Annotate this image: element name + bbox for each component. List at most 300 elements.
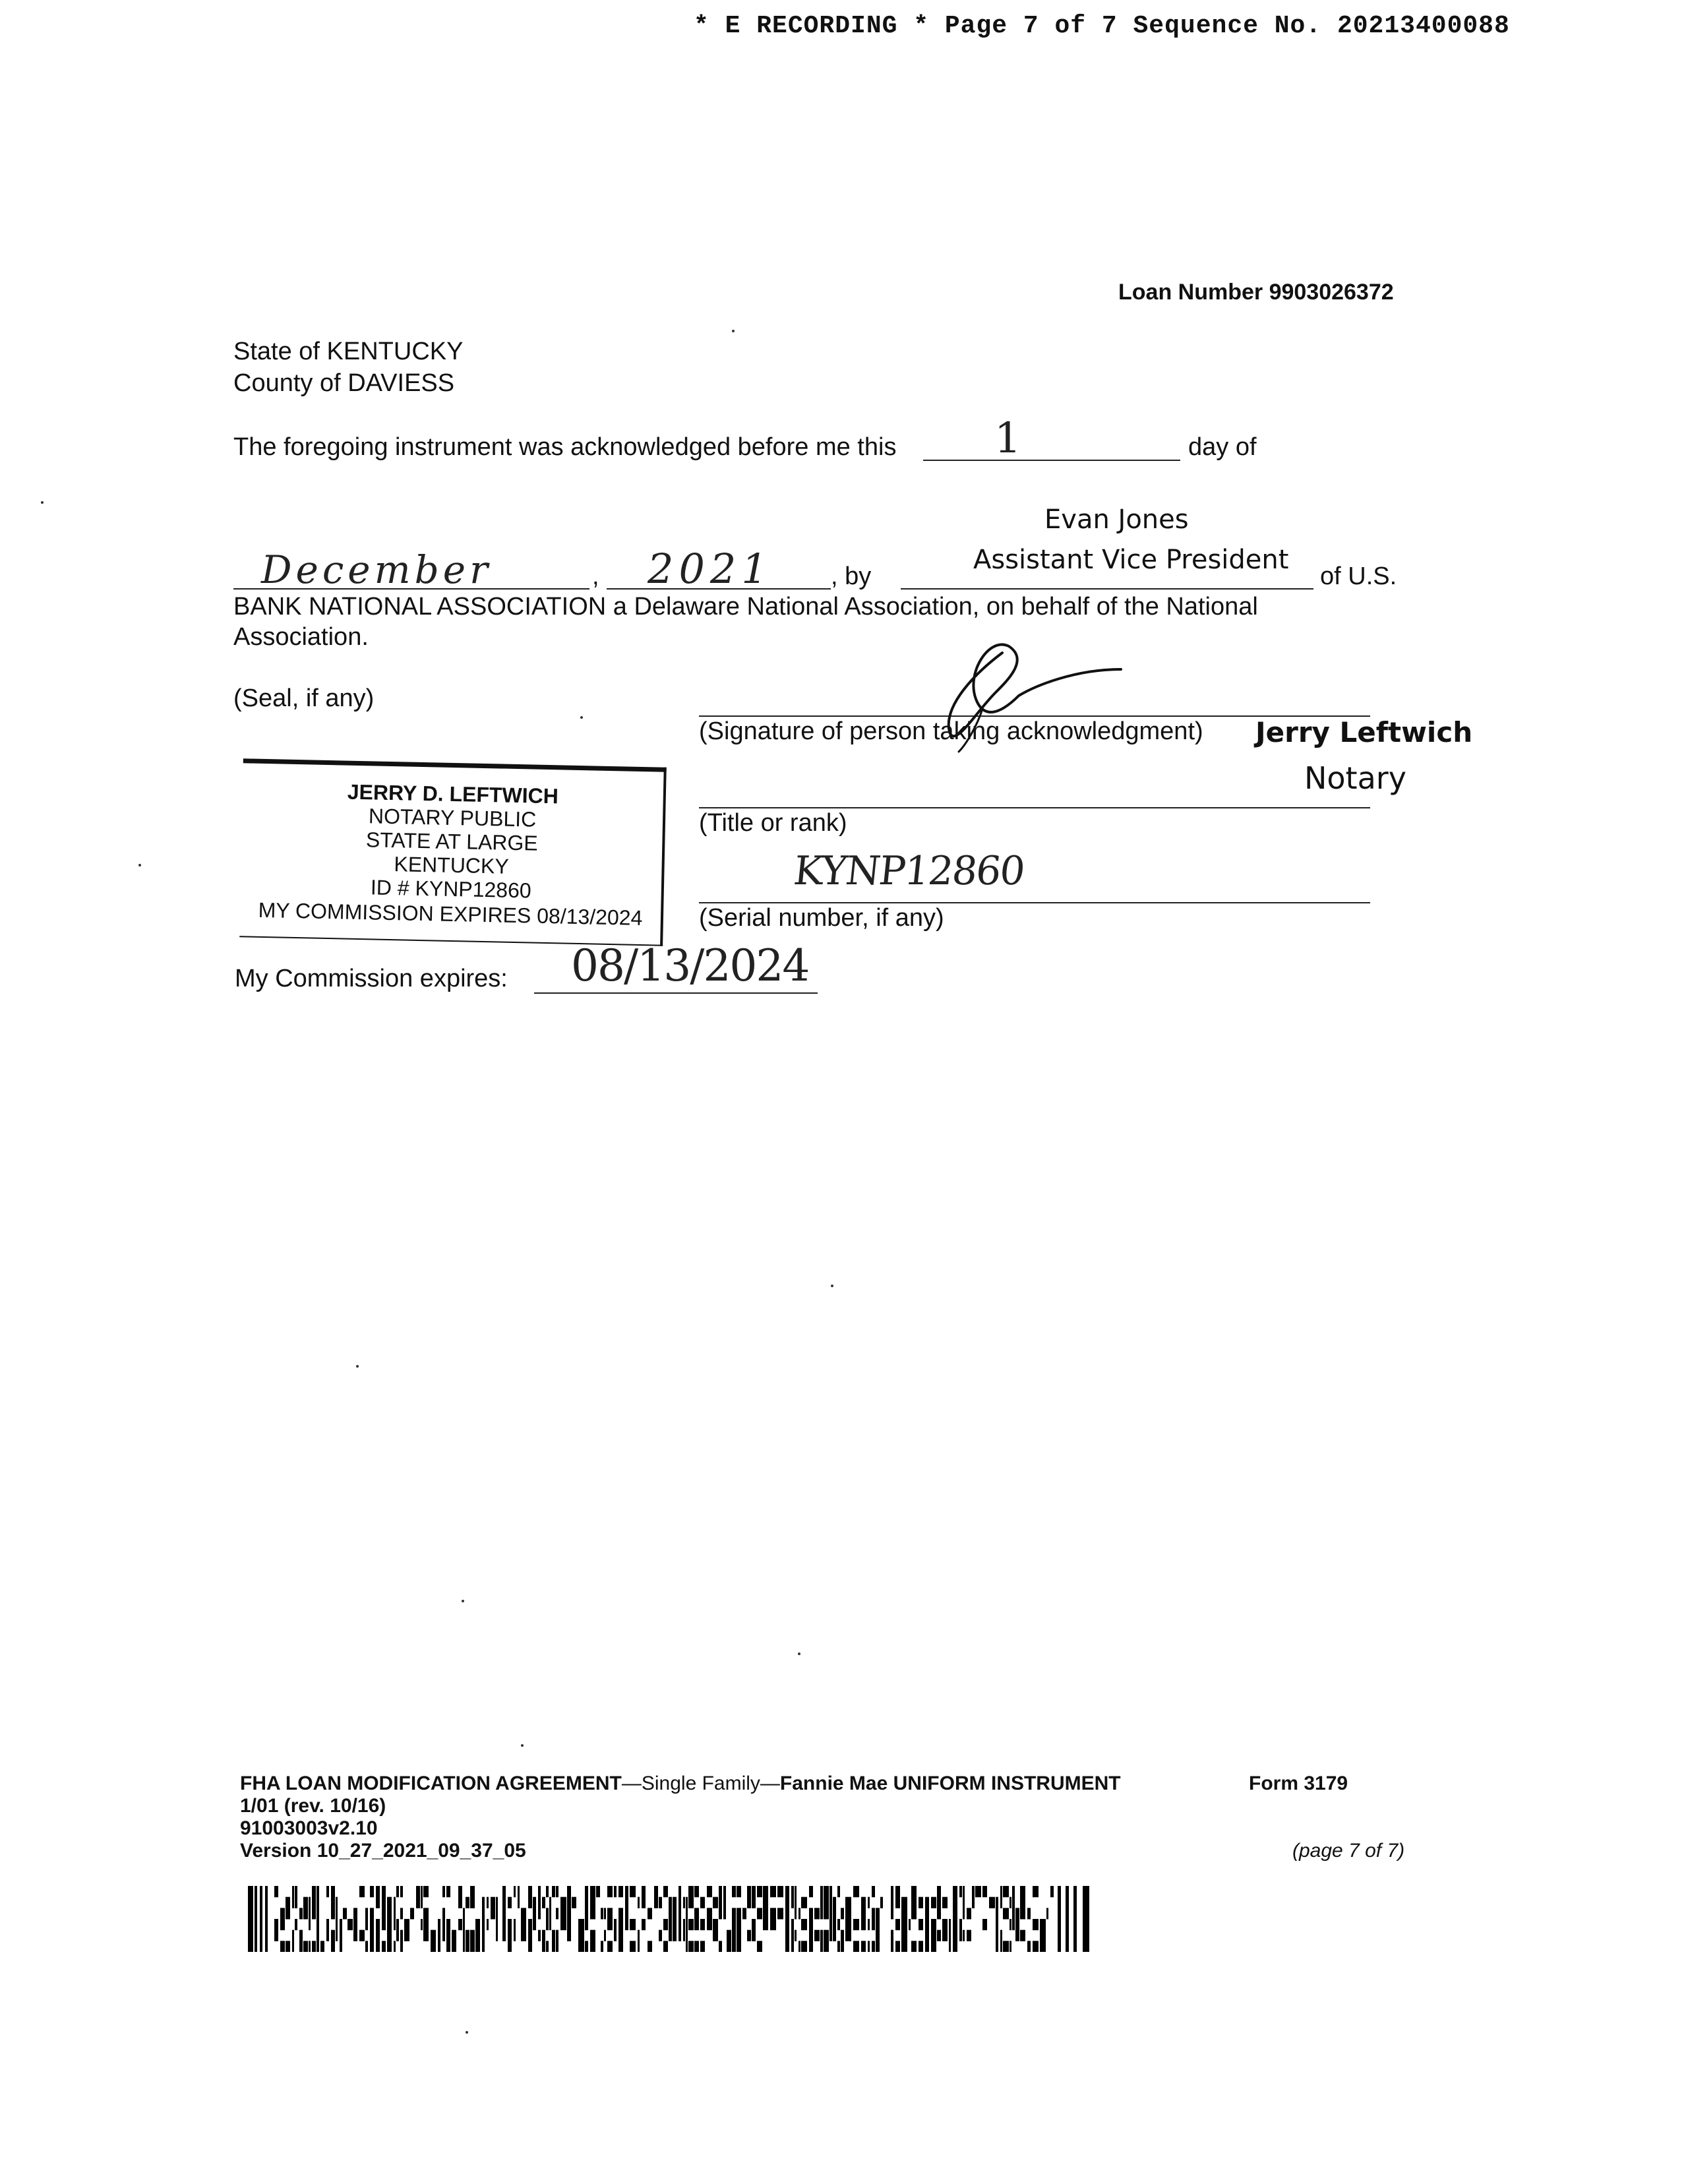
barcode-module — [528, 1897, 532, 1908]
barcode-module — [820, 1908, 823, 1919]
barcode-module — [713, 1930, 718, 1941]
barcode-module — [737, 1930, 741, 1941]
barcode-module — [1012, 1919, 1015, 1930]
barcode-module — [521, 1908, 526, 1919]
notary-title-value: Notary — [1304, 760, 1406, 796]
barcode-module — [737, 1941, 741, 1952]
barcode-module — [891, 1886, 893, 1897]
barcode-module — [1033, 1941, 1039, 1952]
barcode-module — [659, 1930, 662, 1941]
barcode-module — [312, 1908, 316, 1919]
barcode-module — [1040, 1930, 1046, 1941]
barcode-module — [470, 1897, 475, 1908]
barcode-module — [396, 1919, 399, 1930]
barcode-module — [343, 1908, 347, 1919]
barcode-module — [491, 1908, 495, 1919]
barcode-module — [1012, 1908, 1015, 1919]
barcode-module — [982, 1919, 987, 1930]
barcode-module — [370, 1886, 374, 1897]
barcode-module — [487, 1919, 489, 1930]
barcode-module — [795, 1930, 797, 1941]
barcode-module — [496, 1908, 498, 1919]
barcode-module — [382, 1897, 386, 1908]
barcode-module — [458, 1886, 462, 1897]
signer-title: Assistant Vice President — [973, 545, 1289, 575]
barcode-module — [837, 1941, 840, 1952]
barcode-module — [678, 1908, 681, 1919]
barcode-module — [590, 1930, 595, 1941]
acknowledgment-intro: The foregoing instrument was acknowledged before me this — [233, 433, 897, 461]
barcode-module — [508, 1897, 512, 1908]
barcode-module — [353, 1919, 357, 1930]
barcode-module — [795, 1897, 797, 1908]
barcode-module — [707, 1908, 712, 1919]
barcode-module — [829, 1897, 832, 1908]
barcode-module — [949, 1930, 951, 1941]
barcode-module — [572, 1897, 576, 1908]
barcode-module — [1010, 1897, 1011, 1908]
stamp-line: STATE AT LARGE — [365, 828, 539, 855]
barcode-module — [719, 1886, 722, 1897]
barcode-module — [292, 1886, 294, 1897]
barcode-module — [1000, 1941, 1002, 1952]
barcode-module — [578, 1941, 584, 1952]
barcode-module — [295, 1897, 297, 1908]
barcode-module — [1027, 1908, 1031, 1919]
barcode-module — [260, 1886, 262, 1952]
barcode-module — [895, 1941, 900, 1952]
barcode-module — [496, 1919, 498, 1930]
barcode-module — [604, 1930, 606, 1941]
state-line: State of KENTUCKY — [233, 338, 464, 365]
barcode-module — [942, 1930, 948, 1941]
barcode-module — [446, 1941, 450, 1952]
barcode-module — [911, 1908, 917, 1919]
barcode-module — [719, 1897, 722, 1908]
barcode-module — [1000, 1930, 1002, 1941]
barcode-module — [394, 1941, 396, 1952]
scan-speck — [732, 330, 735, 332]
acknowledgment-body-line2: Association. — [233, 623, 369, 651]
barcode-module — [528, 1886, 532, 1897]
barcode-module — [421, 1919, 423, 1930]
barcode-module — [891, 1941, 893, 1952]
barcode-module — [747, 1886, 751, 1897]
scan-speck — [580, 716, 583, 719]
barcode-module — [416, 1897, 420, 1908]
month-handwritten: December — [261, 547, 492, 592]
barcode-module — [1046, 1908, 1048, 1919]
barcode-module — [365, 1908, 368, 1919]
barcode-module — [1003, 1886, 1009, 1897]
barcode-module — [872, 1919, 875, 1930]
scan-speck — [831, 1285, 833, 1287]
barcode-module — [841, 1930, 844, 1941]
barcode-module — [452, 1941, 456, 1952]
barcode-module — [303, 1941, 308, 1952]
barcode-module — [466, 1941, 469, 1952]
barcode-module — [400, 1930, 403, 1941]
barcode-module — [742, 1908, 746, 1919]
barcode-module — [1000, 1886, 1002, 1897]
barcode-module — [732, 1919, 736, 1930]
barcode — [248, 1886, 1091, 1952]
barcode-module — [560, 1897, 566, 1908]
barcode-module — [528, 1941, 532, 1952]
barcode-module — [578, 1919, 584, 1930]
barcode-module — [286, 1897, 290, 1908]
barcode-module — [336, 1897, 338, 1908]
barcode-module — [953, 1886, 957, 1897]
barcode-module — [937, 1930, 941, 1941]
day-of-label: day of — [1188, 433, 1257, 461]
barcode-module — [400, 1908, 403, 1919]
barcode-module — [604, 1908, 606, 1919]
scan-speck — [356, 1365, 359, 1368]
stamp-line: ID # KYNP12860 — [370, 875, 532, 903]
barcode-module — [876, 1908, 880, 1919]
barcode-module — [546, 1919, 549, 1930]
barcode-module — [719, 1941, 722, 1952]
barcode-module — [514, 1930, 516, 1941]
stamp-line: JERRY D. LEFTWICH — [347, 779, 559, 808]
barcode-module — [475, 1919, 480, 1930]
barcode-module — [919, 1897, 923, 1908]
barcode-module — [312, 1886, 316, 1897]
barcode-module — [274, 1930, 278, 1941]
barcode-module — [785, 1897, 789, 1908]
county-line: County of DAVIESS — [233, 369, 455, 397]
barcode-module — [809, 1930, 813, 1941]
barcode-module — [521, 1919, 526, 1930]
barcode-module — [316, 1941, 319, 1952]
barcode-module — [872, 1908, 875, 1919]
barcode-module — [396, 1930, 399, 1941]
barcode-module — [370, 1919, 374, 1930]
barcode-module — [309, 1941, 311, 1952]
barcode-module — [491, 1897, 495, 1908]
barcode-module — [326, 1919, 329, 1930]
barcode-module — [868, 1919, 870, 1930]
barcode-module — [688, 1941, 694, 1952]
barcode-module — [365, 1941, 368, 1952]
barcode-module — [585, 1941, 588, 1952]
barcode-module — [446, 1930, 450, 1941]
barcode-module — [953, 1930, 957, 1941]
barcode-module — [353, 1908, 357, 1919]
barcode-module — [663, 1941, 668, 1952]
barcode-module — [911, 1941, 917, 1952]
barcode-module — [700, 1941, 705, 1952]
barcode-module — [410, 1908, 414, 1919]
barcode-module — [785, 1886, 789, 1897]
barcode-module — [316, 1908, 319, 1919]
barcode-module — [669, 1897, 672, 1908]
barcode-module — [370, 1908, 374, 1919]
barcode-module — [542, 1930, 545, 1941]
barcode-module — [556, 1941, 558, 1952]
signature-caption: (Signature of person taking acknowledgment) — [699, 717, 1203, 745]
barcode-module — [316, 1919, 319, 1930]
barcode-module — [1066, 1886, 1069, 1952]
barcode-module — [996, 1908, 998, 1919]
barcode-module — [833, 1897, 836, 1908]
barcode-module — [618, 1919, 623, 1930]
barcode-module — [949, 1919, 951, 1930]
barcode-module — [312, 1941, 316, 1952]
barcode-module — [931, 1897, 936, 1908]
barcode-module — [872, 1941, 875, 1952]
barcode-module — [280, 1919, 285, 1930]
barcode-module — [438, 1941, 440, 1952]
barcode-module — [972, 1897, 975, 1908]
barcode-module — [833, 1930, 836, 1941]
barcode-module — [937, 1897, 941, 1908]
barcode-module — [678, 1897, 681, 1908]
by-label: , by — [831, 562, 872, 590]
barcode-module — [1010, 1919, 1011, 1930]
barcode-module — [833, 1908, 836, 1919]
barcode-module — [336, 1919, 338, 1930]
barcode-module — [694, 1886, 699, 1897]
barcode-module — [824, 1897, 829, 1908]
barcode-module — [265, 1886, 268, 1952]
barcode-module — [458, 1919, 462, 1930]
barcode-module — [763, 1897, 768, 1908]
barcode-module — [618, 1930, 623, 1941]
barcode-module — [791, 1941, 794, 1952]
barcode-module — [470, 1930, 475, 1941]
barcode-module — [686, 1908, 688, 1919]
commission-line — [534, 992, 818, 994]
barcode-module — [533, 1908, 536, 1919]
barcode-module — [1020, 1930, 1025, 1941]
barcode-module — [777, 1886, 783, 1897]
form-revision: 1/01 (rev. 10/16) — [240, 1795, 386, 1817]
barcode-module — [820, 1930, 823, 1941]
barcode-module — [752, 1886, 756, 1897]
barcode-module — [673, 1897, 677, 1908]
barcode-module — [482, 1919, 485, 1930]
barcode-module — [552, 1886, 555, 1897]
barcode-module — [763, 1919, 768, 1930]
barcode-module — [326, 1886, 329, 1897]
barcode-module — [989, 1897, 995, 1908]
stamp-line: NOTARY PUBLIC — [368, 804, 537, 832]
barcode-module — [732, 1941, 736, 1952]
barcode-module — [1027, 1941, 1031, 1952]
barcode-module — [292, 1897, 294, 1908]
barcode-module — [837, 1886, 840, 1897]
barcode-module — [809, 1941, 813, 1952]
barcode-module — [331, 1886, 335, 1897]
barcode-module — [567, 1930, 571, 1941]
barcode-module — [669, 1908, 672, 1919]
barcode-module — [292, 1930, 294, 1941]
barcode-module — [463, 1930, 465, 1941]
barcode-module — [538, 1930, 541, 1941]
barcode-module — [359, 1886, 365, 1897]
barcode-module — [431, 1941, 436, 1952]
barcode-module — [295, 1919, 297, 1930]
barcode-module — [1000, 1897, 1002, 1908]
barcode-module — [942, 1919, 948, 1930]
barcode-module — [382, 1886, 386, 1897]
barcode-module — [880, 1897, 883, 1908]
barcode-module — [309, 1897, 311, 1908]
barcode-module — [549, 1908, 551, 1919]
barcode-module — [590, 1886, 595, 1897]
barcode-module — [1015, 1919, 1019, 1930]
barcode-module — [809, 1886, 813, 1897]
barcode-module — [669, 1919, 672, 1930]
barcode-module — [331, 1908, 335, 1919]
barcode-module — [614, 1886, 617, 1897]
barcode-module — [466, 1930, 469, 1941]
barcode-module — [901, 1908, 907, 1919]
barcode-module — [387, 1908, 392, 1919]
barcode-module — [382, 1941, 386, 1952]
barcode-module — [700, 1897, 705, 1908]
barcode-module — [688, 1897, 694, 1908]
barcode-module — [953, 1908, 957, 1919]
barcode-module — [514, 1919, 516, 1930]
barcode-module — [347, 1919, 353, 1930]
barcode-module — [309, 1919, 311, 1930]
barcode-module — [770, 1919, 776, 1930]
barcode-module — [996, 1897, 998, 1908]
barcode-module — [431, 1930, 436, 1941]
seal-label: (Seal, if any) — [233, 684, 375, 712]
barcode-module — [518, 1886, 520, 1897]
barcode-module — [963, 1908, 965, 1919]
barcode-module — [502, 1930, 506, 1941]
barcode-module — [795, 1908, 797, 1919]
barcode-module — [686, 1897, 688, 1908]
barcode-module — [299, 1941, 303, 1952]
barcode-module — [508, 1919, 512, 1930]
barcode-module — [799, 1908, 800, 1919]
barcode-module — [312, 1897, 316, 1908]
barcode-module — [737, 1908, 741, 1919]
barcode-module — [316, 1886, 319, 1897]
page-of: (page 7 of 7) — [1292, 1840, 1405, 1862]
barcode-module — [931, 1919, 936, 1930]
barcode-module — [678, 1930, 681, 1941]
barcode-module — [688, 1919, 694, 1930]
barcode-module — [404, 1919, 409, 1930]
barcode-module — [837, 1919, 840, 1930]
barcode-module — [299, 1930, 303, 1941]
month-comma: , — [592, 562, 599, 590]
barcode-module — [546, 1908, 549, 1919]
barcode-module — [567, 1908, 571, 1919]
barcode-module — [549, 1897, 551, 1908]
barcode-module — [396, 1886, 399, 1897]
barcode-module — [820, 1941, 823, 1952]
barcode-module — [809, 1908, 813, 1919]
barcode-module — [833, 1919, 836, 1930]
barcode-module — [737, 1919, 741, 1930]
barcode-module — [909, 1919, 911, 1930]
barcode-module — [713, 1897, 718, 1908]
barcode-module — [365, 1919, 368, 1930]
barcode-module — [795, 1886, 797, 1897]
barcode-module — [585, 1908, 588, 1919]
barcode-module — [601, 1908, 603, 1919]
barcode-module — [508, 1930, 512, 1941]
barcode-module — [423, 1919, 429, 1930]
barcode-module — [841, 1908, 844, 1919]
barcode-module — [482, 1908, 485, 1919]
barcode-module — [1012, 1897, 1015, 1908]
barcode-module — [732, 1886, 736, 1897]
barcode-module — [638, 1897, 640, 1908]
barcode-module — [669, 1930, 672, 1941]
barcode-module — [752, 1919, 756, 1930]
barcode-module — [618, 1908, 623, 1919]
barcode-module — [538, 1908, 541, 1919]
barcode-module — [638, 1941, 640, 1952]
barcode-module — [502, 1897, 506, 1908]
barcode-module — [829, 1930, 832, 1941]
barcode-module — [458, 1897, 462, 1908]
barcode-module — [630, 1941, 636, 1952]
form-title — [240, 1773, 1121, 1795]
barcode-module — [845, 1908, 851, 1919]
barcode-module — [567, 1897, 571, 1908]
barcode-module — [757, 1941, 762, 1952]
barcode-module — [1003, 1941, 1009, 1952]
barcode-module — [770, 1908, 776, 1919]
barcode-module — [975, 1886, 981, 1897]
barcode-module — [752, 1930, 756, 1941]
barcode-module — [829, 1886, 832, 1897]
barcode-module — [785, 1941, 789, 1952]
barcode-module — [1010, 1941, 1011, 1952]
barcode-module — [248, 1886, 253, 1952]
barcode-module — [560, 1919, 566, 1930]
barcode-module — [678, 1919, 681, 1930]
barcode-module — [942, 1897, 948, 1908]
stamp-line: MY COMMISSION EXPIRES 08/13/2024 — [258, 897, 643, 930]
barcode-module — [996, 1919, 998, 1930]
scan-speck — [466, 2031, 468, 2034]
barcode-module — [331, 1941, 335, 1952]
barcode-module — [442, 1930, 445, 1941]
stamp-line: KENTUCKY — [394, 852, 510, 878]
barcode-module — [607, 1919, 613, 1930]
barcode-module — [463, 1908, 465, 1919]
barcode-module — [549, 1919, 551, 1930]
barcode-module — [686, 1919, 688, 1930]
barcode-module — [747, 1930, 751, 1941]
barcode-module — [625, 1897, 628, 1908]
barcode-module — [895, 1919, 900, 1930]
barcode-module — [861, 1897, 866, 1908]
barcode-module — [982, 1886, 987, 1897]
barcode-module — [1040, 1941, 1046, 1952]
barcode-module — [625, 1886, 628, 1897]
barcode-module — [1033, 1886, 1039, 1897]
barcode-module — [382, 1919, 386, 1930]
barcode-module — [630, 1886, 636, 1897]
barcode-module — [309, 1908, 311, 1919]
signer-blank-line — [901, 588, 1313, 590]
barcode-module — [1020, 1908, 1025, 1919]
barcode-module — [387, 1919, 392, 1930]
barcode-module — [723, 1908, 726, 1919]
